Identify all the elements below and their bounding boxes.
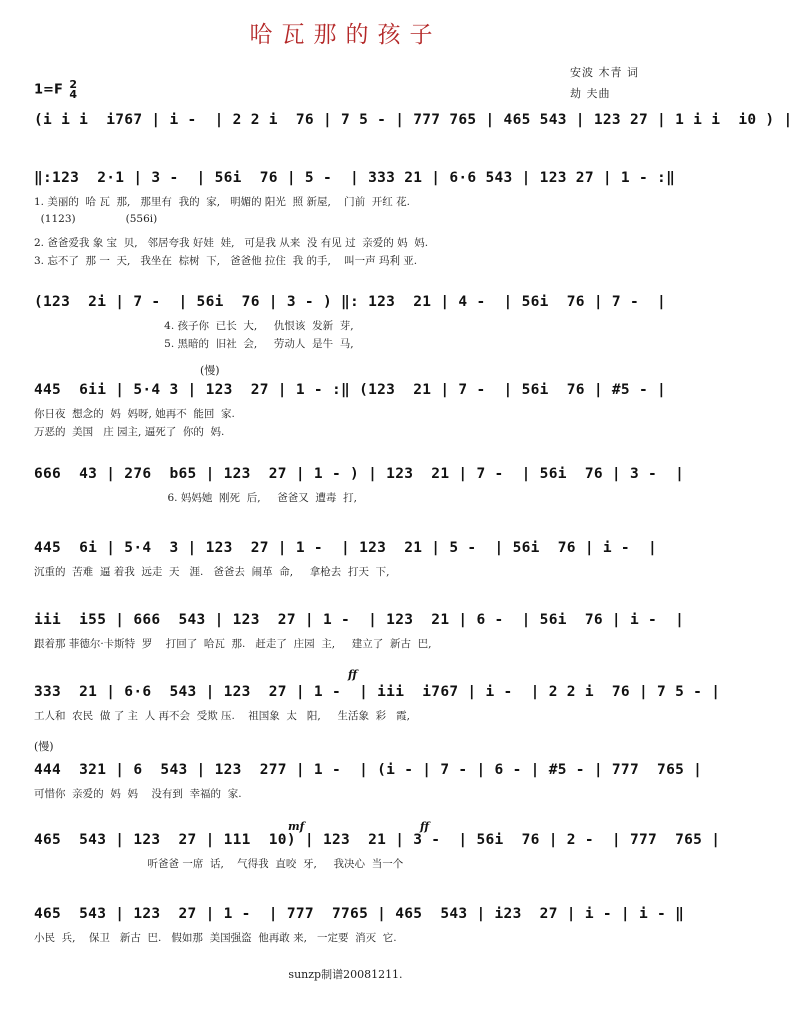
notation-line: 445 6i | 5·4 3 | 123 27 | 1 - | 123 21 | 5 - | 56i 76 | i - | — [34, 540, 658, 556]
notation-line: iii i55 | 666 543 | 123 27 | 1 - | 123 21 | 6 - | 56i 76 | i - | — [34, 612, 685, 628]
lyric-line: 小民 兵, 保卫 新古 巴. 假如那 美国强盗 他再敢 来, 一定要 消灭 它. — [34, 932, 397, 944]
notation-line: 465 543 | 123 27 | 111 10) | 123 21 | 3 - | 56i 76 | 2 - | 777 765 | — [34, 832, 721, 848]
lyric-line: (1123) (556i) — [34, 213, 158, 225]
dynamic-mark: ff — [420, 820, 430, 833]
lyric-line: 2. 爸爸爱我 象 宝 贝, 邻居夸我 好娃 娃, 可是我 从来 没 有见 过 亲爱的 妈 妈. — [34, 237, 429, 249]
time-signature — [69, 80, 77, 100]
key-signature — [34, 80, 77, 100]
notation-line: 465 543 | 123 27 | 1 - | 777 7765 | 465 543 | i23 27 | i - | i - ‖ — [34, 906, 685, 922]
lyric-line: 3. 忘不了 那 一 天, 我坐在 棕树 下, 爸爸他 拉住 我 的手, 叫一声 玛利 亚. — [34, 255, 418, 267]
footer-credit: sunzp制谱20081211. — [288, 968, 403, 981]
notation-line: (123 2i | 7 - | 56i 76 | 3 - ) ‖: 123 21 | 4 - | 56i 76 | 7 - | — [34, 294, 667, 310]
lyric-line: 沉重的 苦难 逼 着我 远走 天 涯. 爸爸去 闹革 命, 拿枪去 打天 下, — [34, 566, 390, 578]
lyric-line: 工人和 农民 做 了 主 人 再不会 受欺 压. 祖国象 太 阳, 生活象 彩 霞, — [34, 710, 410, 722]
notation-line: 666 43 | 276 b65 | 123 27 | 1 - ) | 123 21 | 7 - | 56i 76 | 3 - | — [34, 466, 685, 482]
time-signature-bottom: 4 — [69, 88, 78, 101]
lyricist-credit: 安波 木青 词 — [570, 66, 639, 79]
lyric-line: 1. 美丽的 哈 瓦 那, 那里有 我的 家, 明媚的 阳光 照 新屋, 门前 开红 花. — [34, 196, 410, 208]
dynamic-mark: mf — [288, 820, 305, 833]
notation-line: 333 21 | 6·6 543 | 123 27 | 1 - | iii i767 | i - | 2 2 i 76 | 7 5 - | — [34, 684, 721, 700]
lyric-line: 6. 妈妈她 刚死 后, 爸爸又 遭毒 打, — [34, 492, 357, 504]
time-signature-top: 2 — [69, 78, 78, 91]
lyric-line: 4. 孩子你 已长 大, 仇恨该 发新 芽, — [34, 320, 354, 332]
notation-line: ‖:123 2·1 | 3 - | 56i 76 | 5 - | 333 21 | 6·6 543 | 123 27 | 1 - :‖ — [34, 170, 676, 186]
song-title: 哈瓦那的孩子 — [249, 22, 442, 48]
notation-line: (i i i i767 | i - | 2 2 i 76 | 7 5 - | 777 765 | 465 543 | 123 27 | 1 i i i0 ) | — [34, 112, 793, 128]
composer-credit: 劫 夫曲 — [570, 87, 611, 100]
dynamic-mark: ff — [348, 668, 358, 681]
lyric-line: 5. 黑暗的 旧社 会, 劳动人 是牛 马, — [34, 338, 354, 350]
lyric-line: 可惜你 亲爱的 妈 妈 没有到 幸福的 家. — [34, 788, 242, 800]
lyric-line: 跟着那 菲德尔·卡斯特 罗 打回了 哈瓦 那. 赶走了 庄园 主, 建立了 新古 巴, — [34, 638, 432, 650]
lyric-line: 听爸爸 一席 话, 气得我 直咬 牙, 我决心 当一个 — [34, 858, 404, 870]
lyric-line: 万恶的 美国 庄 园主, 逼死了 你的 妈. — [34, 426, 225, 438]
tempo-marker: (慢) — [34, 740, 54, 753]
key-label: 1=F — [34, 82, 63, 98]
lyric-line: 你日夜 想念的 妈 妈呀, 她再不 能回 家. — [34, 408, 235, 420]
tempo-marker: (慢) — [200, 364, 220, 377]
notation-line: 445 6ii | 5·4 3 | 123 27 | 1 - :‖ (123 21 | 7 - | 56i 76 | #5 - | — [34, 382, 667, 398]
notation-line: 444 321 | 6 543 | 123 277 | 1 - | (i - | 7 - | 6 - | #5 - | 777 765 | — [34, 762, 703, 778]
